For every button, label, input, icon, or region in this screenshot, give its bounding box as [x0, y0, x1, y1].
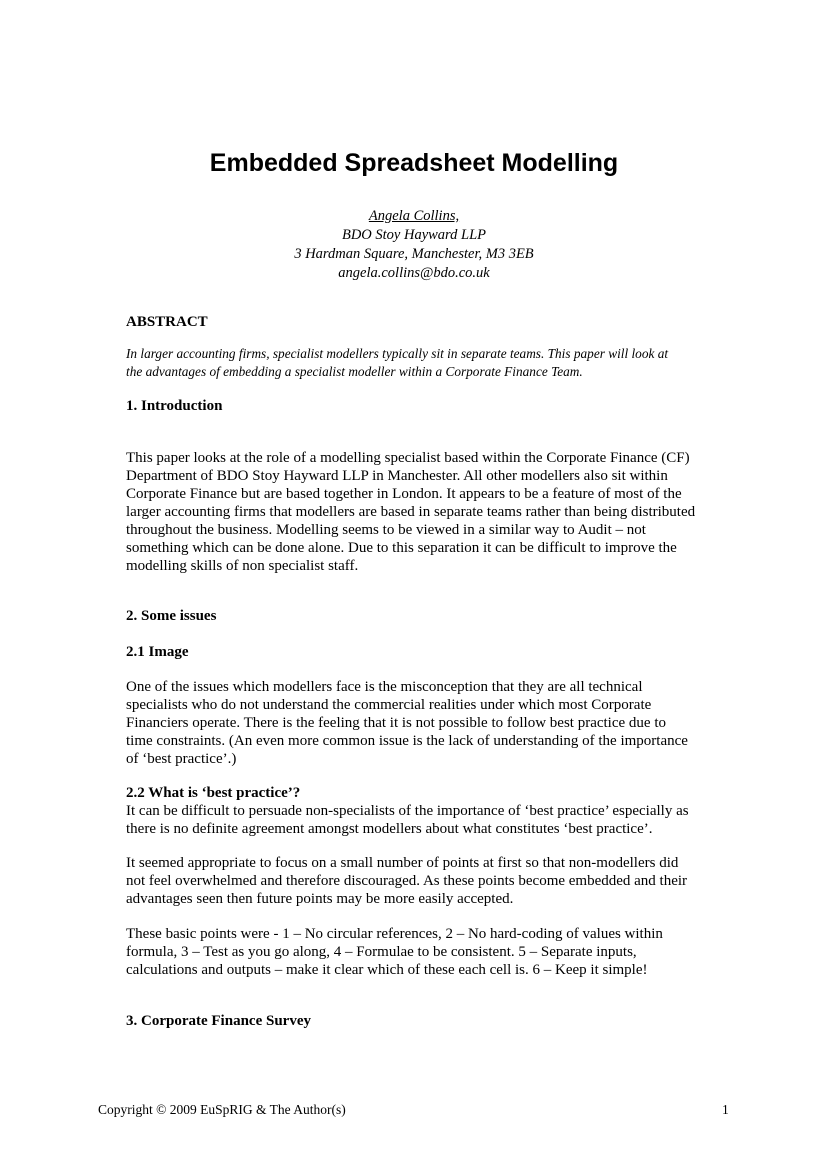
footer-copyright: Copyright © 2009 EuSpRIG & The Author(s)	[98, 1102, 346, 1117]
paragraph-line: It can be difficult to persuade non-specialists of the importance of ‘best practice’ especially as	[126, 803, 689, 819]
author-name: Angela Collins,	[368, 208, 460, 224]
best-practice-paragraph	[126, 802, 714, 838]
abstract-text	[126, 345, 710, 381]
paragraph-line: It seemed appropriate to focus on a small number of points at first so that non-modellers did	[126, 855, 679, 871]
paragraph-line: modelling skills of non specialist staff.	[126, 558, 359, 574]
paragraph-line: larger accounting firms that modellers are based in separate teams rather than being distributed	[126, 504, 696, 520]
section-heading-some-issues: 2. Some issues	[126, 608, 217, 624]
author-address: 3 Hardman Square, Manchester, M3 3EB	[294, 246, 534, 262]
abstract-heading: ABSTRACT	[126, 314, 208, 330]
subsection-heading-image: 2.1 Image	[126, 644, 189, 660]
abstract-line: the advantages of embedding a specialist modeller within a Corporate Finance Team.	[126, 364, 583, 379]
paragraph-line: specialists who do not understand the commercial realities under which most Corporate	[126, 697, 652, 713]
paragraph-line: Corporate Finance but are based together in London. It appears to be a feature of most of the	[126, 486, 682, 502]
paragraph-line: something which can be done alone. Due to this separation it can be difficult to improve the	[126, 540, 677, 556]
paper-title: Embedded Spreadsheet Modelling	[209, 149, 619, 177]
paragraph-line: formula, 3 – Test as you go along, 4 – Formulae to be consistent. 5 – Separate inputs,	[126, 944, 637, 960]
paragraph-line: One of the issues which modellers face is the misconception that they are all technical	[126, 679, 643, 695]
subsection-heading-best-practice: 2.2 What is ‘best practice’?	[126, 785, 301, 801]
paragraph-line: calculations and outputs – make it clear which of these each cell is. 6 – Keep it simple!	[126, 962, 648, 978]
paragraph-line: This paper looks at the role of a modelling specialist based within the Corporate Finance (CF)	[126, 450, 690, 466]
author-block	[0, 207, 828, 283]
paragraph-line: of ‘best practice’.)	[126, 751, 237, 767]
basic-points-paragraph	[126, 925, 714, 979]
introduction-paragraph	[126, 449, 714, 575]
section-heading-introduction: 1. Introduction	[126, 398, 223, 414]
paragraph-line: These basic points were - 1 – No circular references, 2 – No hard-coding of values within	[126, 926, 663, 942]
focus-paragraph	[126, 854, 714, 908]
image-paragraph	[126, 678, 714, 768]
paragraph-line: Financiers operate. There is the feeling that it is not possible to follow best practice due to	[126, 715, 666, 731]
section-heading-corporate-finance-survey: 3. Corporate Finance Survey	[126, 1013, 311, 1029]
paragraph-line: not feel overwhelmed and therefore discouraged. As these points become embedded and their	[126, 873, 688, 889]
page-number: 1	[722, 1102, 729, 1117]
paragraph-line: there is no definite agreement amongst modellers about what constitutes ‘best practice’.	[126, 821, 653, 837]
paragraph-line: throughout the business. Modelling seems to be viewed in a similar way to Audit – not	[126, 522, 646, 538]
paragraph-line: Department of BDO Stoy Hayward LLP in Manchester. All other modellers also sit within	[126, 468, 668, 484]
author-firm: BDO Stoy Hayward LLP	[341, 227, 487, 243]
paragraph-line: advantages seen then future points may be more easily accepted.	[126, 891, 514, 907]
author-email: angela.collins@bdo.co.uk	[338, 265, 490, 281]
paragraph-line: time constraints. (An even more common issue is the lack of understanding of the importance	[126, 733, 688, 749]
abstract-line: In larger accounting firms, specialist modellers typically sit in separate teams. This paper will look at	[126, 346, 669, 361]
